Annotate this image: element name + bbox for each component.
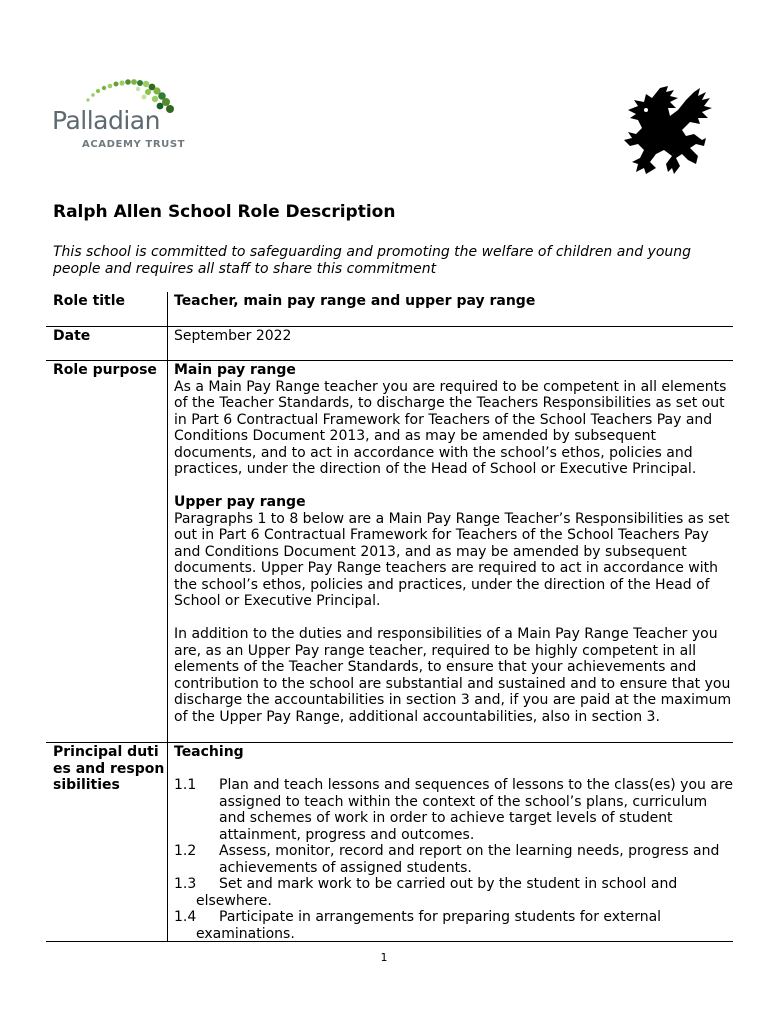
item-number: 1.4 — [174, 909, 197, 925]
value-principal-duties — [168, 743, 733, 941]
item-text: Assess, monitor, record and report on the learning needs, progress and achievements of assigned students. — [219, 843, 720, 876]
item-text: Plan and teach lessons and sequences of lessons to the class(es) you are assigned to teach within the context of the school’s plans, curriculum and schemes of work in order to achieve target levels of student attainment, progress and outcomes. — [219, 777, 733, 843]
value-role-title: Teacher, main pay range and upper pay range — [174, 293, 536, 309]
list-item — [174, 909, 733, 942]
item-text-continued: elsewhere. — [196, 892, 272, 909]
item-number: 1.1 — [174, 777, 197, 793]
palladian-logo — [52, 78, 192, 156]
label-principal-duties: Principal duties and responsibilities — [46, 743, 168, 941]
list-item — [174, 876, 733, 909]
label-role-title: Role title — [46, 292, 168, 326]
logo-name: Palladian — [52, 106, 160, 135]
page-number: 1 — [380, 951, 388, 964]
item-text-continued: examinations. — [196, 925, 295, 942]
main-pay-text: As a Main Pay Range teacher you are required to be competent in all elements of the Teacher Standards, to discharge the Teachers Responsibilities as set out in Part 6 Contractual Framework for Teachers of the School Teachers Pay and Conditions Document 2013, and as may be amended by subsequent documents, and to act in accordance with the school’s ethos, policies and practices, under the direction of the Head of School or Executive Principal. — [174, 378, 727, 477]
list-item — [174, 777, 733, 843]
row-date — [46, 327, 733, 361]
role-description-table — [46, 292, 733, 942]
row-role-title — [46, 292, 733, 327]
item-number: 1.2 — [174, 843, 197, 859]
list-item — [174, 843, 733, 876]
upper-pay-heading: Upper pay range — [174, 494, 306, 510]
safeguarding-statement: This school is committed to safeguarding and promoting the welfare of children and young people and requires all staff to share this commitment — [53, 244, 692, 277]
document-title: Ralph Allen School Role Description — [53, 202, 396, 222]
upper-pay-addition-text: In addition to the duties and responsibilities of a Main Pay Range Teacher you are, as an Upper Pay range teacher, required to be highly competent in all elements of the Teacher Standards, to ensure that your achievements and contribution to the school are substantial and sustained and to ensure that you discharge the accountabilities in section 3 and, if you are paid at the maximum of the Upper Pay Range, additional accountabilities, also in section 3. — [174, 626, 732, 725]
logo-subtitle: ACADEMY TRUST — [82, 139, 186, 150]
value-date: September 2022 — [174, 328, 292, 344]
item-text: Participate in arrangements for preparing students for external — [219, 909, 662, 925]
label-date: Date — [46, 327, 168, 360]
label-role-purpose: Role purpose — [46, 361, 168, 742]
row-principal-duties — [46, 743, 733, 942]
upper-pay-text: Paragraphs 1 to 8 below are a Main Pay Range Teacher’s Responsibilities as set out in Part 6 Contractual Framework for Teachers of the School Teachers Pay and Conditions Document 2013, and as may be amended by subsequent documents. Upper Pay Range teachers are required to act in accordance with the school’s ethos, policies and practices, under the direction of the Head of School or Executive Principal. — [174, 510, 730, 609]
main-pay-heading: Main pay range — [174, 362, 296, 378]
value-role-purpose — [168, 361, 733, 742]
row-role-purpose — [46, 361, 733, 743]
item-text: Set and mark work to be carried out by the student in school and — [219, 876, 678, 892]
teaching-heading: Teaching — [174, 744, 244, 760]
item-number: 1.3 — [174, 876, 197, 892]
griffin-crest-icon — [616, 84, 714, 180]
